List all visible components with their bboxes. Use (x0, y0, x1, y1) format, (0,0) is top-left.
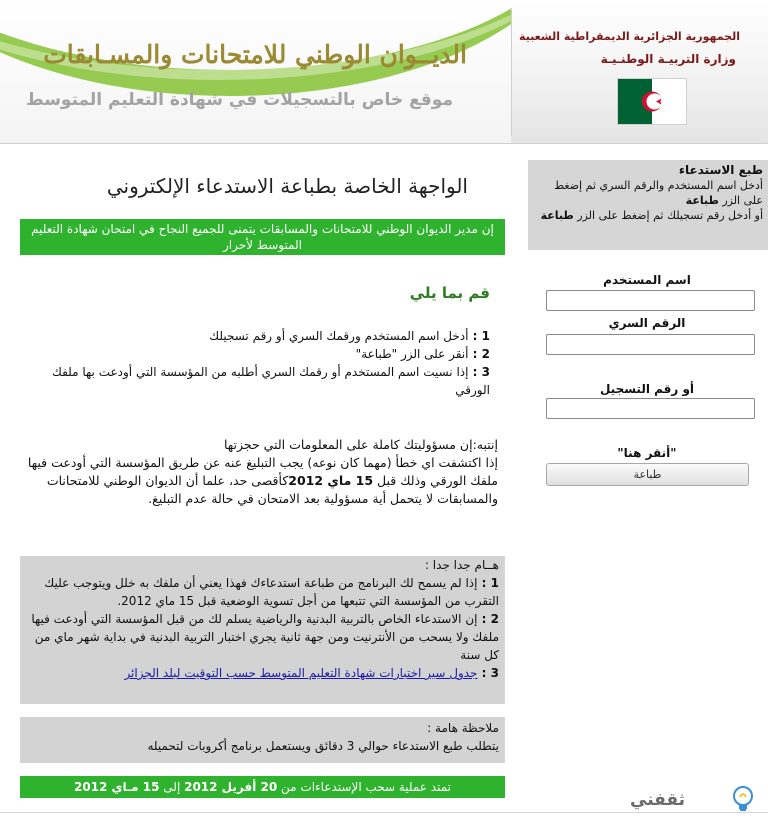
username-input[interactable] (546, 290, 755, 311)
warning-body (18, 454, 498, 508)
step-text: إذا نسيت اسم المستخدم أو رقمك السري أطلبه من المؤسسة التي أودعت بها ملفك الورقي (51, 365, 490, 397)
site-subtitle: موقع خاص بالتسجيلات في شهادة التعليم المتوسط (25, 90, 453, 110)
print-instructions-box (528, 160, 768, 250)
print-instructions-line1 (533, 178, 763, 208)
republic-name: الجمهورية الجزائرية الديمقراطية الشعبية (519, 30, 740, 43)
footer-divider (0, 812, 768, 813)
important-item-number: 3 (490, 666, 499, 680)
step-text: أدخل اسم المستخدم ورقمك السري أو رقم تسجيلك (209, 329, 469, 343)
step-item: 2 : أنقر على الزر "طباعة" (355, 347, 490, 361)
important-item: 3 : جدول سير اختبارات شهادة التعليم المتوسط حسب التوقيت لبلد الجزائر (124, 666, 499, 680)
important-item: 1 : إذا لم يسمح لك البرنامج من طباعة استدعاءك فهذا يعني أن ملفك به خلل ويتوجب عليك التقرب من المؤسسة التي تتبعها من أجل تسوية الوضعية قبل 15 ماي 2012. (44, 576, 499, 608)
warning-body-part1: إذا اكتشفت اي خطأ (مهما كان نوعه) يجب التبليغ عنه عن طريق المؤسسة التي أودعت فيها ملفك الورقي وذلك قبل (27, 455, 498, 488)
warning-body-part2: كأقصى حد، علما أن الديوان الوطني للامتحانات والمسابقات لا يتحمل أية مسؤولية بعد الامتحان في حالة عدم التبليغ. (46, 473, 498, 506)
step-number: 3 (481, 365, 490, 379)
period-end-date: 15 مـاي 2012 (73, 780, 160, 794)
step-item: 1 : أدخل اسم المستخدم ورقمك السري أو رقم تسجيلك (209, 329, 490, 343)
site-header (0, 0, 768, 144)
responsibility-warning (18, 436, 498, 508)
algeria-flag-icon (617, 78, 687, 125)
instruction-line1-button-name: طباعة (685, 194, 719, 207)
ministry-name: وزارة التربيـة الوطنـيـة (600, 52, 736, 66)
print-instructions-title: طبع الاستدعاء (678, 163, 763, 177)
print-instructions-line2 (533, 208, 763, 223)
step-text: أنقر على الزر "طباعة" (355, 347, 469, 361)
page-title: الواجهة الخاصة بطباعة الاستدعاء الإلكتروني (106, 174, 468, 198)
important-item-text: إذا لم يسمح لك البرنامج من طباعة استدعاءك فهذا يعني أن ملفك به خلل ويتوجب عليك التقرب من المؤسسة التي تتبعها من أجل تسوية الوضعية قبل 15 ماي 2012. (44, 576, 499, 608)
step-number: 2 (481, 347, 490, 361)
password-input[interactable] (546, 334, 755, 355)
watermark-text: ثقفني (630, 790, 685, 810)
site-title: الديــوان الوطني للامتحانات والمسـابقات (43, 40, 467, 69)
instruction-line2-text: أو أدخل رقم تسجيلك ثم إضغط على الزر (577, 209, 763, 222)
important-item-number: 1 (490, 576, 499, 590)
period-text-mid: إلى (159, 780, 185, 794)
instruction-line1-text: أدخل اسم المستخدم والرقم السري ثم إضغط على الزر (553, 179, 763, 207)
steps-list (40, 327, 490, 399)
important-remark-box (20, 717, 505, 763)
important-item: 2 : إن الاستدعاء الخاص بالتربية البدنية والرياضية يسلم لك من قبل المؤسسة التي أودعت فيها ملفك ولا يسحب من الأنترنيت ومن جهة ثانية يجري اختبار التربية البدنية في بداية شهر ماي من كل سنة (31, 612, 499, 662)
important-item-number: 2 (490, 612, 499, 626)
period-start-date: 20 أفريل 2012 (184, 780, 278, 794)
registration-number-input[interactable] (546, 398, 755, 419)
header-banner (0, 0, 511, 143)
remark-title: ملاحظة هامة : (427, 721, 499, 735)
remark-text: يتطلب طبع الاستدعاء حوالي 3 دقائق ويستعمل برنامج أكروبات لتحميله (147, 739, 499, 753)
print-button[interactable]: طباعة (546, 463, 749, 486)
step-item: 3 : إذا نسيت اسم المستخدم أو رقمك السري أطلبه من المؤسسة التي أودعت بها ملفك الورقي (51, 365, 490, 397)
instructions-heading: قم بما يلي (409, 284, 490, 302)
password-label: الرقم السري (608, 316, 686, 330)
important-item-text: إن الاستدعاء الخاص بالتربية البدنية والرياضية يسلم لك من قبل المؤسسة التي أودعت فيها ملفك ولا يسحب من الأنترنيت ومن جهة ثانية يجري اختبار التربية البدنية في بداية شهر ماي من كل سنة (31, 612, 499, 662)
registration-number-label: أو رقم التسجيل (599, 382, 695, 396)
exam-schedule-link[interactable]: جدول سير اختبارات شهادة التعليم المتوسط حسب التوقيت لبلد الجزائر (124, 666, 478, 680)
click-here-label: "أنقر هنا" (617, 446, 677, 460)
important-title: هــام جدا جدا : (424, 558, 499, 572)
step-number: 1 (481, 329, 490, 343)
warning-deadline: 15 ماي 2012 (288, 473, 374, 488)
period-text-start: تمتد عملية سحب الإستدعاءات من (277, 780, 452, 794)
download-period-banner (20, 776, 505, 798)
header-government (512, 0, 768, 143)
warning-heading: إنتبه:إن مسؤوليتك كاملة على المعلومات التي حجزتها (223, 437, 498, 452)
success-wish-banner: إن مدير الديوان الوطني للامتحانات والمسابقات يتمنى للجميع النجاح في امتحان شهادة التعليم المتوسط لأحرار (20, 219, 505, 255)
instruction-line2-button-name: طباعة (540, 209, 574, 222)
username-label: اسم المستخدم (603, 273, 691, 287)
important-notes-box (20, 556, 505, 704)
lightbulb-icon (731, 785, 755, 813)
